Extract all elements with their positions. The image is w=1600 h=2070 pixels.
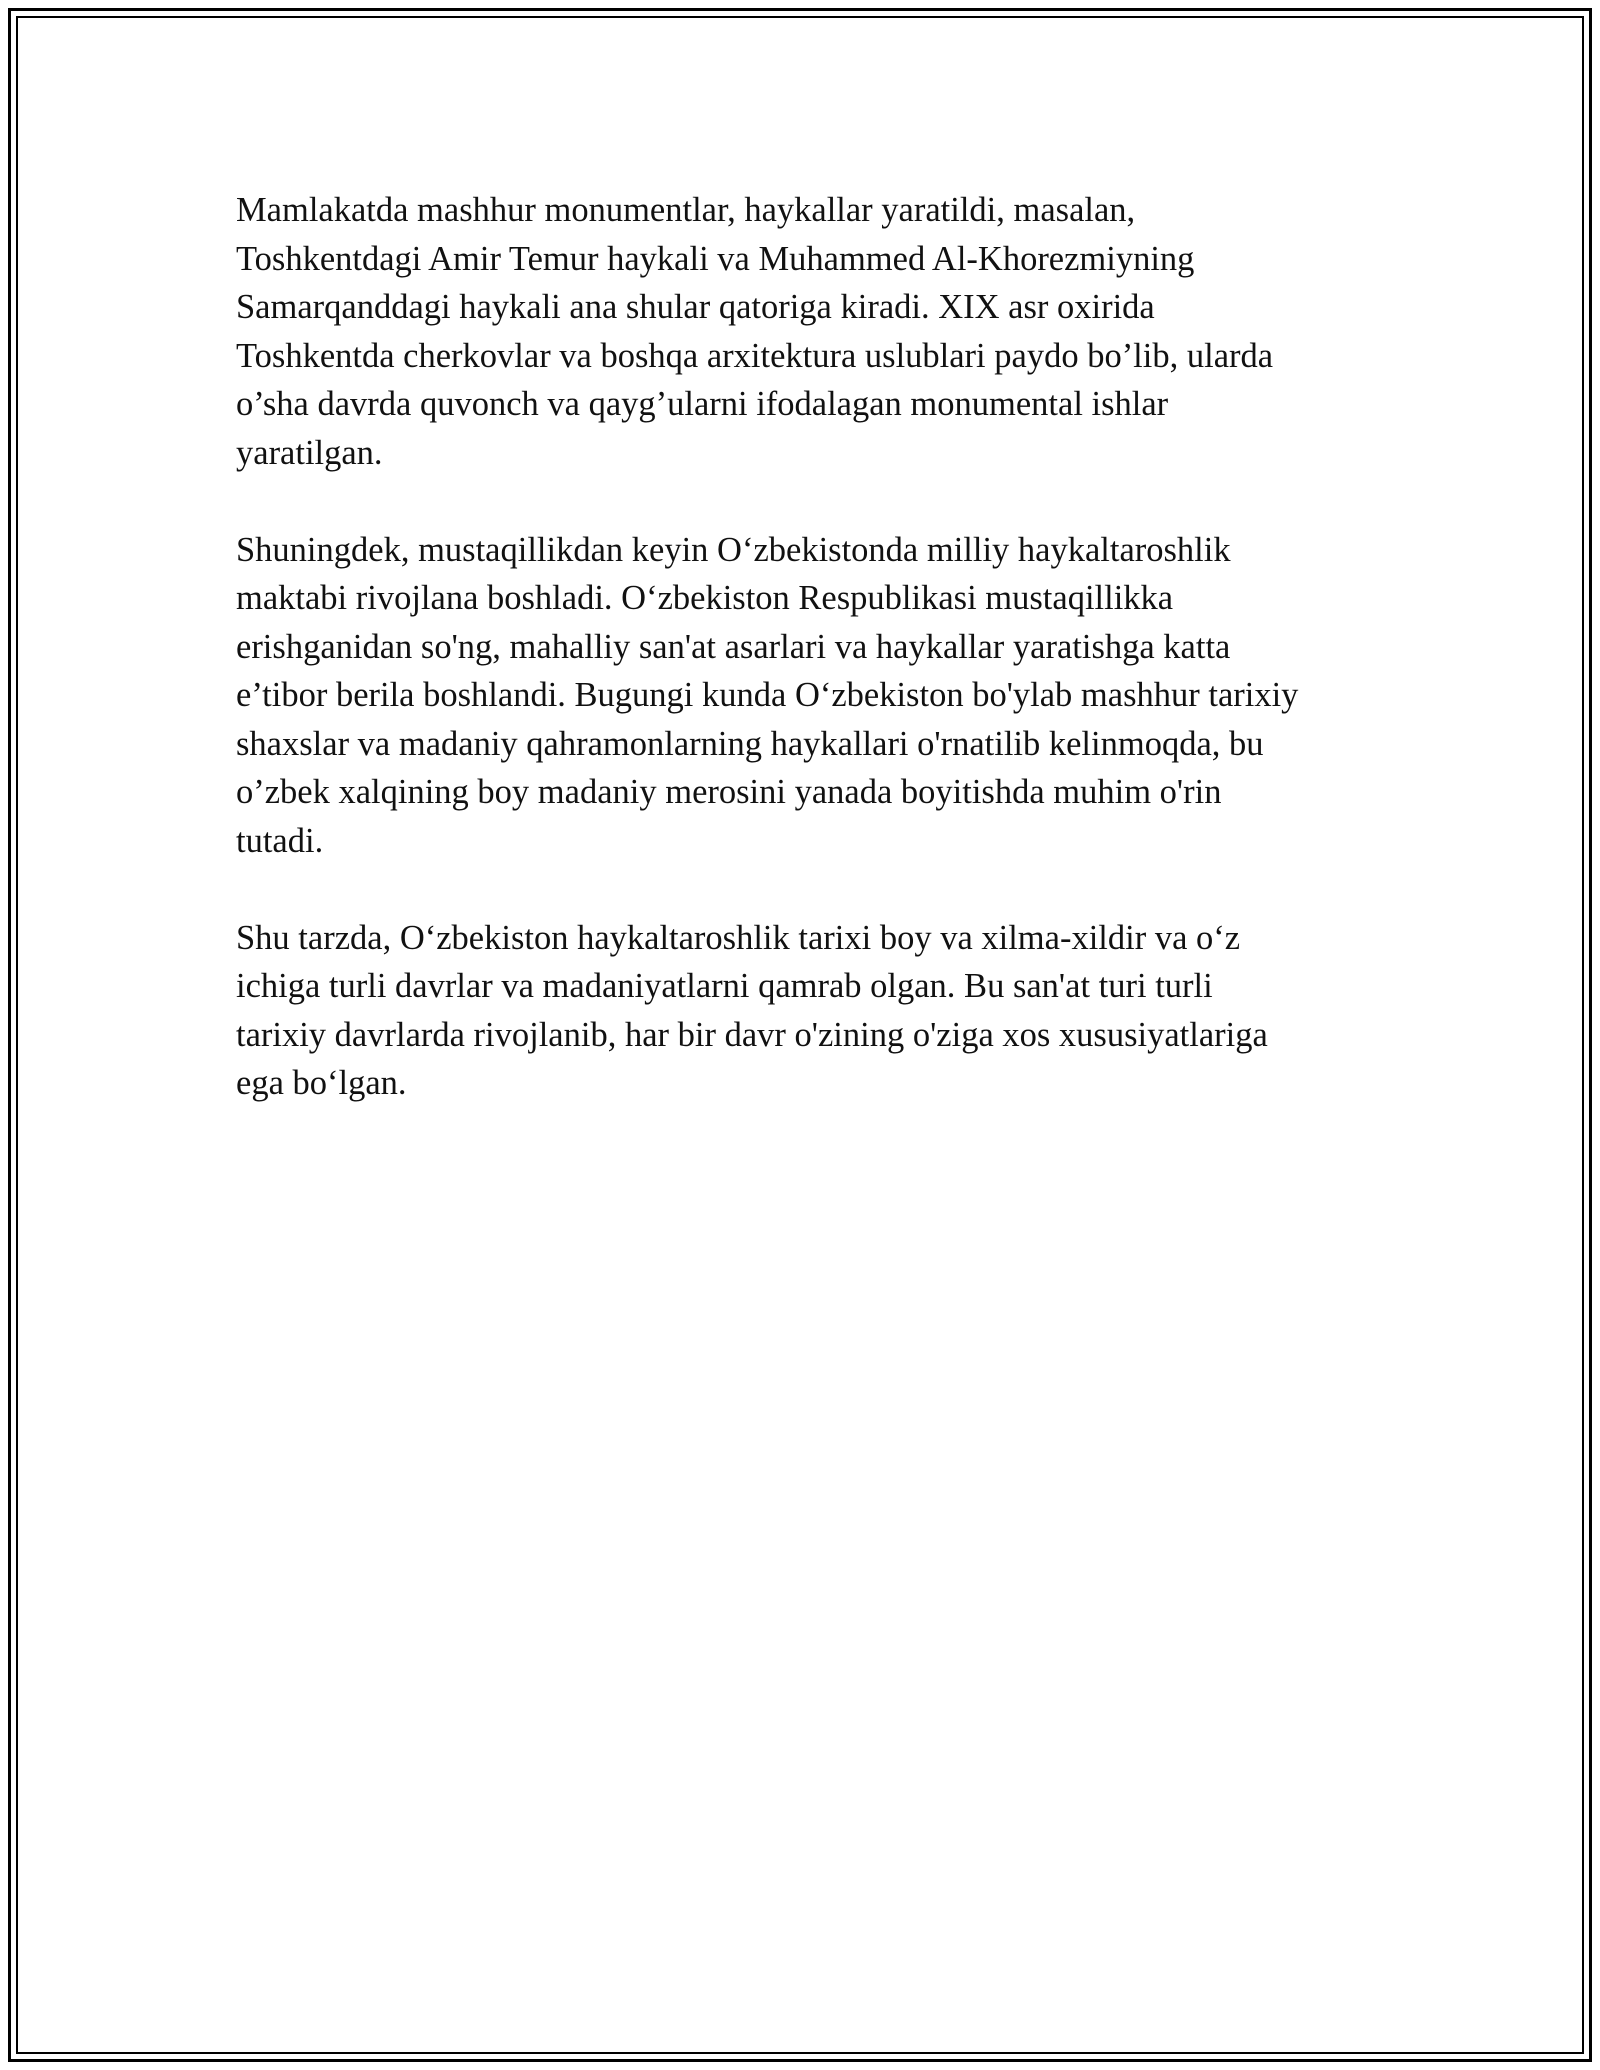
text-line: Shu tarzda, O‘zbekiston haykaltaroshlik tarixi boy va xilma-xildir va o‘z	[236, 918, 1241, 957]
paragraph-2	[236, 526, 1386, 866]
text-line: ega bo‘lgan.	[236, 1064, 407, 1102]
text-line: maktabi rivojlana boshladi. O‘zbekiston Respublikasi mustaqillikka	[236, 579, 1174, 617]
document-body	[236, 186, 1386, 1156]
text-line: Mamlakatda mashhur monumentlar, haykallar yaratildi, masalan,	[236, 191, 1136, 229]
text-line: o’sha davrda quvonch va qayg’ularni ifodalagan monumental ishlar	[236, 385, 1169, 423]
paragraph-3	[236, 914, 1386, 1108]
text-line: yaratilgan.	[236, 433, 383, 472]
text-line: tarixiy davrlarda rivojlanib, har bir davr o'zining o'ziga xos xususiyatlariga	[236, 1015, 1268, 1054]
text-line: Shuningdek, mustaqillikdan keyin O‘zbekistonda milliy haykaltaroshlik	[236, 530, 1231, 569]
text-line: erishganidan so'ng, mahalliy san'at asarlari va haykallar yaratishga katta	[236, 627, 1231, 666]
text-line: o’zbek xalqining boy madaniy merosini yanada boyitishda muhim o'rin	[236, 773, 1222, 811]
text-line: ichiga turli davrlar va madaniyatlarni qamrab olgan. Bu san'at turi turli	[236, 967, 1213, 1005]
text-line: Toshkentdagi Amir Temur haykali va Muhammed Al-Khorezmiyning	[236, 239, 1195, 278]
text-line: e’tibor berila boshlandi. Bugungi kunda O‘zbekiston bo'ylab mashhur tarixiy	[236, 676, 1299, 714]
text-line: tutadi.	[236, 821, 324, 860]
text-line: Toshkentda cherkovlar va boshqa arxitektura uslublari paydo bo’lib, ularda	[236, 336, 1274, 375]
text-line: Samarqanddagi haykali ana shular qatoriga kiradi. XIX asr oxirida	[236, 288, 1155, 326]
paragraph-1	[236, 186, 1386, 477]
text-line: shaxslar va madaniy qahramonlarning haykallari o'rnatilib kelinmoqda, bu	[236, 724, 1264, 763]
